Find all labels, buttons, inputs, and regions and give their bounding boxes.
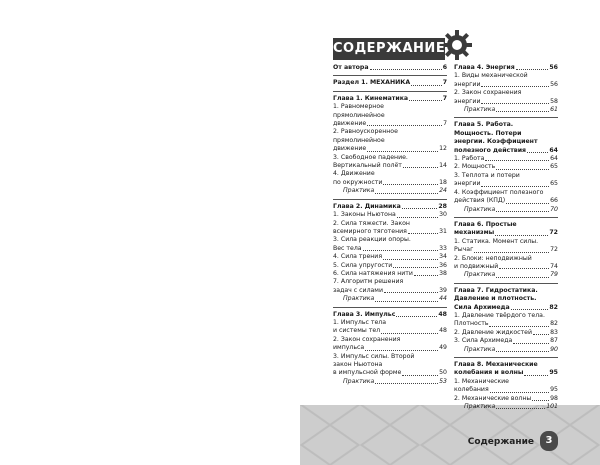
toc-entry-title: задач с силами xyxy=(333,286,384,294)
toc-entry-title: Глава 8. Механические xyxy=(454,361,538,368)
toc-entry xyxy=(333,295,447,303)
toc-entry-page: 14 xyxy=(439,162,447,170)
toc-entry-page: 83 xyxy=(550,328,558,336)
toc-entry xyxy=(454,386,558,394)
toc-entry xyxy=(454,320,558,328)
toc-entry-title: 2. Равноускоренное xyxy=(333,128,398,136)
toc-entry-page: 6 xyxy=(442,64,447,71)
toc-entry-title: 1. Давление твёрдого тела. xyxy=(454,311,545,319)
toc-entry-title: 2. Сила тяжести. Закон xyxy=(333,219,410,227)
toc-entry-title: Мощность. Потери xyxy=(454,129,522,137)
toc-entry-title: Вертикальный полёт xyxy=(333,162,402,170)
toc-entry-title: прямолинейное xyxy=(333,136,385,144)
toc-entry xyxy=(454,197,558,205)
toc-entry xyxy=(454,98,558,106)
toc-entry-page: 36 xyxy=(439,261,447,269)
toc-entry xyxy=(333,253,447,261)
toc-entry xyxy=(333,378,447,386)
toc-entry-title: Плотность xyxy=(454,320,489,328)
toc-line xyxy=(454,138,558,146)
dot-leader xyxy=(481,86,549,87)
toc-entry-title: Глава 1. Кинематика xyxy=(333,94,409,102)
toc-entry-page: 49 xyxy=(439,344,447,352)
toc-entry-title: Глава 7. Гидростатика. xyxy=(454,286,538,294)
toc-entry-title: импульса xyxy=(333,344,365,352)
toc-entry-title: Практика xyxy=(464,205,496,213)
toc-entry-title: 6. Сила натяжения нити xyxy=(333,269,413,277)
toc-entry-title: 4. Движение xyxy=(333,170,375,178)
dot-leader xyxy=(495,235,548,236)
dot-leader xyxy=(402,375,438,376)
toc-entry-title: энергии xyxy=(454,180,481,188)
toc-entry-title: Глава 4. Энергия xyxy=(454,64,515,71)
toc-entry xyxy=(333,327,447,335)
toc-entry-page: 31 xyxy=(439,227,447,235)
toc-entry xyxy=(333,162,447,170)
toc-entry-title: Глава 5. Работа. xyxy=(454,121,514,129)
toc-entry-page: 64 xyxy=(550,155,558,163)
toc-entry-title: механизмы xyxy=(454,229,495,237)
footer-section-label: Содержание xyxy=(467,437,534,447)
toc-entry-title: Глава 6. Простые xyxy=(454,220,517,228)
toc-entry-page: 64 xyxy=(549,146,558,154)
dot-leader xyxy=(375,383,438,384)
toc-entry xyxy=(333,64,447,72)
toc-entry-page: 95 xyxy=(550,386,558,394)
toc-entry-title: Практика xyxy=(464,271,496,279)
toc-entry-title: Практика xyxy=(464,403,496,411)
toc-entry-title: Раздел 1. МЕХАНИКА xyxy=(333,79,411,87)
toc-entry-title: 3. Свободное падение. xyxy=(333,153,408,161)
dot-leader xyxy=(496,169,549,170)
page-title: СОДЕРЖАНИЕ xyxy=(333,38,445,60)
toc-entry-page: 65 xyxy=(550,180,558,188)
toc-entry xyxy=(454,346,558,354)
chapter-divider xyxy=(333,199,447,200)
dot-leader xyxy=(365,350,438,351)
dot-leader xyxy=(489,326,549,327)
dot-leader xyxy=(513,343,549,344)
toc-entry xyxy=(333,211,447,219)
toc-entry xyxy=(454,304,558,312)
toc-entry xyxy=(333,369,447,377)
toc-entry-title: Практика xyxy=(343,377,375,385)
toc-entry xyxy=(454,337,558,345)
toc-entry-title: 2. Механические волны xyxy=(454,394,532,402)
page-number-badge: 3 xyxy=(540,431,558,451)
toc-entry-title: в импульсной форме xyxy=(333,369,402,377)
toc-entry xyxy=(333,228,447,236)
toc-entry-page: 7 xyxy=(442,79,447,87)
toc-entry-page: 58 xyxy=(550,97,558,105)
toc-entry xyxy=(333,344,447,352)
chapter-divider xyxy=(333,75,447,76)
toc-line xyxy=(454,238,558,246)
dot-leader xyxy=(527,152,548,153)
toc-entry-title: колебания и волны xyxy=(454,369,524,377)
dot-leader xyxy=(367,151,438,152)
toc-entry xyxy=(333,95,447,103)
dot-leader xyxy=(403,167,438,168)
toc-entry xyxy=(454,403,558,411)
toc-line xyxy=(454,312,558,320)
toc-entry-page: 72 xyxy=(550,246,558,254)
toc-entry-title: 3. Сила реакции опоры. xyxy=(333,236,411,244)
toc-entry xyxy=(454,271,558,279)
toc-entry xyxy=(333,262,447,270)
toc-entry-title: закон Ньютона xyxy=(333,361,383,368)
toc-entry-title: 1. Виды механической xyxy=(454,72,528,80)
dot-leader xyxy=(499,268,549,269)
toc-line xyxy=(333,278,447,286)
toc-entry-page: 61 xyxy=(550,106,558,114)
toc-entry-title: 3. Импульс силы. Второй xyxy=(333,352,415,360)
dot-leader xyxy=(496,211,549,212)
dot-leader xyxy=(375,301,438,302)
dot-leader xyxy=(397,217,438,218)
toc-line xyxy=(454,189,558,197)
toc-entry-title: движение xyxy=(333,145,367,153)
toc-entry-title: 2. Мощность xyxy=(454,163,496,171)
chapter-divider xyxy=(333,307,447,308)
toc-entry-page: 56 xyxy=(549,64,558,71)
toc-entry xyxy=(333,311,447,319)
dot-leader xyxy=(532,400,549,401)
toc-line xyxy=(333,128,447,136)
dot-leader xyxy=(524,375,548,376)
toc-line xyxy=(454,89,558,97)
toc-entry-title: 4. Сила трения xyxy=(333,253,383,261)
toc-entry-title: по окружности xyxy=(333,178,383,186)
toc-entry-page: 98 xyxy=(550,394,558,402)
toc-entry xyxy=(454,263,558,271)
toc-entry-page: 34 xyxy=(439,253,447,261)
toc-line xyxy=(454,255,558,263)
toc-entry xyxy=(454,229,558,237)
toc-entry-title: колебания xyxy=(454,386,489,394)
dot-leader xyxy=(485,160,549,161)
dot-leader xyxy=(411,85,442,86)
dot-leader xyxy=(383,259,438,260)
toc-entry-page: 50 xyxy=(439,369,447,377)
toc-entry-page: 24 xyxy=(439,187,447,195)
toc-left-column xyxy=(333,64,447,386)
toc-entry xyxy=(454,106,558,114)
dot-leader xyxy=(496,351,549,352)
toc-entry-title: Глава 3. Импульс xyxy=(333,310,396,318)
toc-entry-page: 44 xyxy=(439,295,447,303)
toc-line xyxy=(333,154,447,162)
toc-entry xyxy=(333,270,447,278)
chapter-divider xyxy=(454,357,558,358)
dot-leader xyxy=(384,292,438,293)
toc-entry-page: 66 xyxy=(550,197,558,205)
toc-entry-title: 1. Механические xyxy=(454,377,509,385)
dot-leader xyxy=(408,233,438,234)
toc-entry xyxy=(333,287,447,295)
toc-entry-page: 82 xyxy=(550,320,558,328)
toc-line xyxy=(333,353,447,361)
toc-entry-page: 65 xyxy=(550,163,558,171)
toc-entry-title: всемирного тяготения xyxy=(333,227,407,235)
toc-entry-page: 53 xyxy=(439,377,447,385)
toc-line xyxy=(333,112,447,120)
toc-entry-page: 48 xyxy=(438,310,447,318)
toc-entry-title: Глава 2. Динамика xyxy=(333,202,401,210)
toc-entry-title: энергии. Коэффициент xyxy=(454,138,538,146)
chapter-divider xyxy=(454,217,558,218)
toc-entry xyxy=(454,81,558,89)
toc-entry xyxy=(454,369,558,377)
toc-entry xyxy=(454,246,558,254)
toc-entry-title: Вес тела xyxy=(333,244,362,252)
toc-right-column xyxy=(454,64,558,411)
toc-entry xyxy=(333,120,447,128)
dot-leader xyxy=(496,408,545,409)
toc-line xyxy=(333,170,447,178)
toc-entry-page: 7 xyxy=(442,94,447,102)
toc-entry-title: 2. Закон сохранения xyxy=(333,335,401,343)
gear-icon xyxy=(440,28,474,62)
toc-entry-page: 74 xyxy=(550,262,558,270)
dot-leader xyxy=(375,193,438,194)
toc-entry xyxy=(454,180,558,188)
toc-entry-title: 1. Статика. Момент силы. xyxy=(454,237,539,245)
dot-leader xyxy=(396,316,437,317)
toc-entry-title: Практика xyxy=(464,345,496,353)
toc-entry xyxy=(333,203,447,211)
toc-entry-page: 101 xyxy=(546,403,558,411)
toc-entry-title: 1. Равномерное xyxy=(333,103,384,111)
toc-entry-page: 7 xyxy=(443,120,447,128)
dot-leader xyxy=(370,69,442,70)
toc-entry xyxy=(454,206,558,214)
dot-leader xyxy=(367,125,442,126)
toc-line xyxy=(333,103,447,111)
toc-entry xyxy=(333,187,447,195)
toc-entry-page: 56 xyxy=(550,80,558,88)
toc-entry-title: Практика xyxy=(343,295,375,303)
toc-entry-page: 33 xyxy=(439,244,447,252)
dot-leader xyxy=(496,111,549,112)
toc-entry-title: полезного действия xyxy=(454,146,527,154)
toc-entry-page: 79 xyxy=(550,271,558,279)
toc-entry-title: 7. Алгоритм решения xyxy=(333,278,404,286)
dot-leader xyxy=(516,69,549,70)
dot-leader xyxy=(481,103,549,104)
toc-entry-page: 82 xyxy=(549,303,558,311)
toc-entry-title: прямолинейное xyxy=(333,111,385,119)
toc-entry-title: Практика xyxy=(464,106,496,114)
dot-leader xyxy=(414,275,438,276)
toc-entry-title: движение xyxy=(333,120,367,128)
chapter-divider xyxy=(333,91,447,92)
toc-line xyxy=(454,121,558,129)
toc-entry-title: 2. Блоки: неподвижный xyxy=(454,254,532,262)
toc-entry-page: 72 xyxy=(549,229,558,237)
toc-entry-title: 1. Импульс тела xyxy=(333,318,387,326)
toc-entry-page: 48 xyxy=(439,327,447,335)
toc-entry xyxy=(333,79,447,87)
dot-leader xyxy=(402,208,438,209)
toc-entry-page: 95 xyxy=(549,369,558,377)
toc-entry xyxy=(333,179,447,187)
toc-entry-page: 70 xyxy=(550,205,558,213)
dot-leader xyxy=(511,309,549,310)
toc-entry-page: 12 xyxy=(439,145,447,153)
toc-entry xyxy=(333,245,447,253)
dot-leader xyxy=(481,186,549,187)
toc-entry-title: От автора xyxy=(333,64,369,71)
toc-entry-title: Практика xyxy=(343,187,375,195)
toc-entry-title: и подвижный xyxy=(454,262,499,270)
toc-entry-page: 39 xyxy=(439,286,447,294)
toc-entry-title: действия (КПД) xyxy=(454,197,506,205)
toc-entry-title: энергии xyxy=(454,97,481,105)
toc-entry-title: 3. Теплота и потери xyxy=(454,171,520,179)
toc-entry-page: 30 xyxy=(439,211,447,219)
toc-entry-page: 28 xyxy=(438,202,447,210)
toc-entry-title: 2. Давление жидкостей xyxy=(454,328,532,336)
toc-entry-title: 1. Законы Ньютона xyxy=(333,211,396,219)
chapter-divider xyxy=(454,117,558,118)
toc-entry-page: 87 xyxy=(550,337,558,345)
toc-entry-page: 38 xyxy=(439,269,447,277)
toc-line xyxy=(454,295,558,303)
dot-leader xyxy=(490,392,549,393)
toc-entry xyxy=(454,155,558,163)
toc-line xyxy=(333,220,447,228)
dot-leader xyxy=(533,334,549,335)
toc-entry-title: Давление и плотность. xyxy=(454,295,537,303)
dot-leader xyxy=(393,267,438,268)
toc-line xyxy=(454,287,558,295)
dot-leader xyxy=(381,333,438,334)
toc-line xyxy=(333,137,447,145)
toc-entry-title: 5. Сила упругости xyxy=(333,261,393,269)
toc-line xyxy=(454,221,558,229)
toc-entry-title: энергии xyxy=(454,80,481,88)
toc-entry xyxy=(333,145,447,153)
toc-entry-page: 90 xyxy=(550,345,558,353)
toc-line xyxy=(333,236,447,244)
dot-leader xyxy=(363,250,439,251)
toc-entry xyxy=(454,163,558,171)
dot-leader xyxy=(496,277,549,278)
dot-leader xyxy=(409,100,442,101)
toc-line xyxy=(454,130,558,138)
toc-line xyxy=(333,336,447,344)
toc-line xyxy=(454,72,558,80)
toc-line xyxy=(333,319,447,327)
toc-entry xyxy=(454,147,558,155)
toc-entry-title: 1. Работа xyxy=(454,155,485,163)
toc-entry xyxy=(454,395,558,403)
toc-entry-title: 3. Сила Архимеда xyxy=(454,337,513,345)
dot-leader xyxy=(506,203,549,204)
toc-entry-title: Сила Архимеда xyxy=(454,303,510,311)
dot-leader xyxy=(474,252,549,253)
toc-entry-title: Рычаг xyxy=(454,246,474,254)
toc-entry-page: 18 xyxy=(439,178,447,186)
toc-entry-title: 2. Закон сохранения xyxy=(454,89,522,97)
toc-entry-title: 4. Коэффициент полезного xyxy=(454,188,544,196)
chapter-divider xyxy=(454,283,558,284)
dot-leader xyxy=(383,184,438,185)
toc-entry xyxy=(454,329,558,337)
toc-line xyxy=(454,172,558,180)
toc-line xyxy=(454,378,558,386)
toc-entry-title: и системы тел xyxy=(333,327,381,335)
